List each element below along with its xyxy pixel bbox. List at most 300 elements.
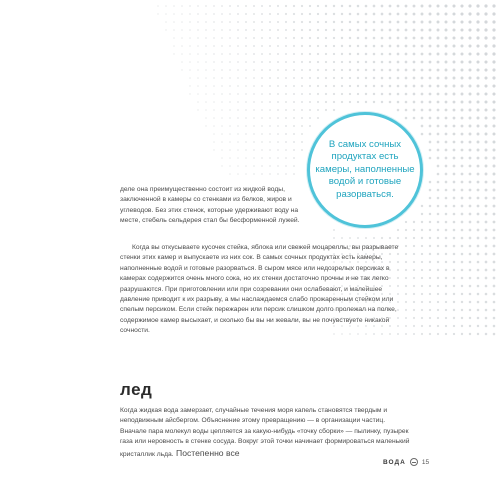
halftone-dot xyxy=(453,173,456,176)
halftone-dot xyxy=(285,93,287,95)
halftone-dot xyxy=(492,76,495,79)
halftone-dot xyxy=(293,45,295,47)
halftone-dot xyxy=(173,45,175,47)
halftone-dot xyxy=(405,37,408,40)
halftone-dot xyxy=(485,173,488,176)
halftone-dot xyxy=(405,237,407,239)
halftone-dot xyxy=(445,93,448,96)
halftone-dot xyxy=(173,13,175,15)
halftone-dot xyxy=(373,21,376,24)
halftone-dot xyxy=(381,29,384,32)
halftone-dot xyxy=(429,29,432,32)
halftone-dot xyxy=(477,133,480,136)
halftone-dot xyxy=(365,13,368,16)
halftone-dot xyxy=(461,141,464,144)
halftone-dot xyxy=(261,61,263,63)
halftone-dot xyxy=(485,205,488,208)
halftone-dot xyxy=(469,317,471,319)
halftone-dot xyxy=(197,29,199,31)
halftone-dot xyxy=(476,12,479,15)
halftone-dot xyxy=(413,325,415,327)
halftone-dot xyxy=(469,237,472,240)
halftone-dot xyxy=(277,13,279,15)
halftone-dot xyxy=(445,309,447,311)
halftone-dot xyxy=(493,221,496,224)
halftone-dot xyxy=(484,76,487,79)
halftone-dot xyxy=(277,85,279,87)
halftone-dot xyxy=(421,221,423,223)
halftone-dot xyxy=(197,37,199,39)
halftone-dot xyxy=(413,101,416,104)
halftone-dot xyxy=(301,29,303,31)
halftone-dot xyxy=(469,181,472,184)
halftone-dot xyxy=(437,325,439,327)
halftone-dot xyxy=(492,36,495,39)
halftone-dot xyxy=(429,253,431,255)
halftone-dot xyxy=(205,5,207,7)
halftone-dot xyxy=(445,21,448,24)
halftone-dot xyxy=(429,213,431,215)
halftone-dot xyxy=(461,181,464,184)
halftone-dot xyxy=(333,229,335,231)
halftone-dot xyxy=(413,261,415,263)
halftone-dot xyxy=(341,93,343,95)
halftone-dot xyxy=(421,269,423,271)
halftone-dot xyxy=(237,165,239,167)
halftone-dot xyxy=(421,125,424,128)
halftone-dot xyxy=(445,221,448,224)
halftone-dot xyxy=(229,173,231,175)
halftone-dot xyxy=(381,37,384,40)
halftone-dot xyxy=(325,93,327,95)
halftone-dot xyxy=(189,85,190,86)
halftone-dot xyxy=(197,5,199,7)
halftone-dot xyxy=(349,101,351,103)
halftone-dot xyxy=(277,37,279,39)
halftone-dot xyxy=(469,77,472,80)
halftone-dot xyxy=(261,165,263,167)
halftone-dot xyxy=(373,85,375,87)
halftone-dot xyxy=(357,61,359,63)
halftone-dot xyxy=(221,141,223,143)
halftone-dot xyxy=(365,69,367,71)
halftone-dot xyxy=(173,37,175,39)
halftone-dot xyxy=(221,29,223,31)
halftone-dot xyxy=(477,245,480,248)
halftone-dot xyxy=(437,189,440,192)
halftone-dot xyxy=(237,21,239,23)
halftone-dot xyxy=(333,93,335,95)
halftone-dot xyxy=(461,157,464,160)
halftone-dot xyxy=(397,61,400,64)
halftone-dot xyxy=(357,101,359,103)
halftone-dot xyxy=(437,229,439,231)
halftone-dot xyxy=(205,125,206,126)
halftone-dot xyxy=(205,109,207,111)
halftone-dot xyxy=(413,333,415,335)
halftone-dot xyxy=(189,37,191,39)
halftone-dot xyxy=(293,21,295,23)
halftone-dot xyxy=(453,133,456,136)
halftone-dot xyxy=(285,149,287,151)
halftone-dot xyxy=(445,301,447,303)
halftone-dot xyxy=(309,5,311,7)
halftone-dot xyxy=(452,28,455,31)
halftone-dot xyxy=(485,133,488,136)
halftone-dot xyxy=(460,20,463,23)
halftone-dot xyxy=(437,317,439,319)
halftone-dot xyxy=(213,149,214,150)
halftone-dot xyxy=(333,29,335,31)
halftone-dot xyxy=(205,69,207,71)
halftone-dot xyxy=(229,109,231,111)
halftone-dot xyxy=(461,221,464,224)
halftone-dot xyxy=(285,157,287,159)
halftone-dot xyxy=(269,37,271,39)
halftone-dot xyxy=(405,221,407,223)
halftone-dot xyxy=(285,101,287,103)
halftone-dot xyxy=(453,85,456,88)
halftone-dot xyxy=(405,117,408,120)
halftone-dot xyxy=(445,253,447,255)
halftone-dot xyxy=(285,109,287,111)
halftone-dot xyxy=(421,109,424,112)
halftone-dot xyxy=(189,69,191,71)
halftone-dot xyxy=(413,53,416,56)
halftone-dot xyxy=(253,133,255,135)
halftone-dot xyxy=(453,197,456,200)
halftone-dot xyxy=(461,61,464,64)
halftone-dot xyxy=(484,68,487,71)
halftone-dot xyxy=(405,5,408,8)
halftone-dot xyxy=(253,37,255,39)
halftone-dot xyxy=(468,4,471,7)
halftone-dot xyxy=(477,189,480,192)
halftone-dot xyxy=(349,77,351,79)
halftone-dot xyxy=(405,93,408,96)
halftone-dot xyxy=(373,61,376,64)
halftone-dot xyxy=(493,301,496,304)
halftone-dot xyxy=(461,285,463,287)
halftone-dot xyxy=(453,37,456,40)
halftone-dot xyxy=(333,109,335,111)
halftone-dot xyxy=(237,149,239,151)
halftone-dot xyxy=(477,269,480,272)
halftone-dot xyxy=(461,77,464,80)
halftone-dot xyxy=(469,325,471,327)
halftone-dot xyxy=(493,173,496,176)
halftone-dot xyxy=(237,93,239,95)
halftone-dot xyxy=(341,5,343,7)
halftone-dot xyxy=(349,85,351,87)
halftone-dot xyxy=(325,5,327,7)
halftone-dot xyxy=(317,53,319,55)
halftone-dot xyxy=(445,157,448,160)
halftone-dot xyxy=(245,93,247,95)
halftone-dot xyxy=(477,285,480,288)
halftone-dot xyxy=(357,77,359,79)
halftone-dot xyxy=(389,53,392,56)
halftone-dot xyxy=(437,117,440,120)
halftone-dot xyxy=(469,109,472,112)
halftone-dot xyxy=(389,101,392,104)
halftone-dot xyxy=(381,5,384,8)
halftone-dot xyxy=(173,29,175,31)
halftone-dot xyxy=(189,21,191,23)
halftone-dot xyxy=(205,85,207,87)
halftone-dot xyxy=(445,213,448,216)
halftone-dot xyxy=(397,77,400,80)
halftone-dot xyxy=(277,101,279,103)
halftone-dot xyxy=(237,117,239,119)
halftone-dot xyxy=(413,229,415,231)
halftone-dot xyxy=(301,21,303,23)
halftone-dot xyxy=(413,45,416,48)
halftone-dot xyxy=(381,53,384,56)
halftone-dot xyxy=(476,44,479,47)
halftone-dot xyxy=(333,13,335,15)
halftone-dot xyxy=(293,5,295,7)
halftone-dot xyxy=(493,261,496,264)
halftone-dot xyxy=(277,45,279,47)
halftone-dot xyxy=(229,85,231,87)
halftone-dot xyxy=(476,68,479,71)
halftone-dot xyxy=(229,45,231,47)
halftone-dot xyxy=(461,173,464,176)
halftone-dot xyxy=(221,117,223,119)
halftone-dot xyxy=(269,85,271,87)
halftone-dot xyxy=(493,269,496,272)
halftone-dot xyxy=(405,229,407,231)
halftone-dot xyxy=(477,181,480,184)
halftone-dot xyxy=(453,101,456,104)
halftone-dot xyxy=(229,5,231,7)
halftone-dot xyxy=(445,109,448,112)
halftone-dot xyxy=(253,29,255,31)
halftone-dot xyxy=(468,68,471,71)
halftone-dot xyxy=(493,133,496,136)
halftone-dot xyxy=(445,101,448,104)
halftone-dot xyxy=(373,101,375,103)
halftone-dot xyxy=(413,221,415,223)
halftone-dot xyxy=(309,37,311,39)
halftone-dot xyxy=(389,237,391,239)
halftone-dot xyxy=(229,29,231,31)
halftone-dot xyxy=(309,109,311,111)
halftone-dot xyxy=(469,133,472,136)
halftone-dot xyxy=(493,245,496,248)
halftone-dot xyxy=(445,277,447,279)
halftone-dot xyxy=(476,84,479,87)
halftone-dot xyxy=(325,101,327,103)
halftone-dot xyxy=(397,85,400,88)
halftone-dot xyxy=(453,301,455,303)
halftone-dot xyxy=(301,125,303,127)
halftone-dot xyxy=(317,45,319,47)
halftone-dot xyxy=(469,117,472,120)
halftone-dot xyxy=(269,93,271,95)
halftone-dot xyxy=(477,213,480,216)
halftone-dot xyxy=(469,189,472,192)
halftone-dot xyxy=(429,13,432,16)
halftone-dot xyxy=(333,61,335,63)
halftone-dot xyxy=(253,101,255,103)
halftone-dot xyxy=(477,93,480,96)
halftone-dot xyxy=(253,165,255,167)
halftone-dot xyxy=(421,133,424,136)
halftone-dot xyxy=(253,157,255,159)
halftone-dot xyxy=(357,53,359,55)
halftone-dot xyxy=(357,69,359,71)
halftone-dot xyxy=(189,45,191,47)
halftone-dot xyxy=(221,53,223,55)
halftone-dot xyxy=(468,36,471,39)
halftone-dot xyxy=(285,85,287,87)
pull-quote-text: В самых сочных продуктах есть камеры, наполненные водой и готовые разорваться. xyxy=(315,138,415,200)
halftone-dot xyxy=(429,301,431,303)
halftone-dot xyxy=(261,37,263,39)
paragraph-2-text: Когда вы откусываете кусочек стейка, яблока или свежей моцареллы, вы разрываете стенки этих камер и выпускаете из них сок. В самых сочных продуктах есть камеры, наполненные водой и готовые разорваться. В сыром мясе или недозрелых персиках в камерах содержится очень много сока, но их стенки достаточно прочны и не так легко разрушаются. При приготовлении или при созревании они ослабевают, и малейшее давление приводит к их разрыву, а мы наслаждаемся слабо прожаренным стейком или спелым персиком. Если стейк пережарен или персик слишком долго пролежал на полке, содержимое камер высыхает, и сколько бы вы ни жевали, вы не почувствуете никакой сочности. xyxy=(120,244,399,335)
halftone-dot xyxy=(484,44,487,47)
halftone-dot xyxy=(293,53,295,55)
halftone-dot xyxy=(469,309,471,311)
halftone-dot xyxy=(484,20,487,23)
halftone-dot xyxy=(229,69,231,71)
halftone-dot xyxy=(221,109,223,111)
halftone-dot xyxy=(389,85,392,88)
halftone-dot xyxy=(421,21,424,24)
halftone-dot xyxy=(492,4,495,7)
halftone-dot xyxy=(405,61,408,64)
halftone-dot xyxy=(445,333,447,335)
halftone-dot xyxy=(245,109,247,111)
halftone-dot xyxy=(197,101,199,103)
halftone-dot xyxy=(461,125,464,128)
halftone-dot xyxy=(221,93,223,95)
halftone-dot xyxy=(269,5,271,7)
halftone-dot xyxy=(173,53,174,54)
halftone-dot xyxy=(293,109,295,111)
halftone-dot xyxy=(452,4,455,7)
halftone-dot xyxy=(277,5,279,7)
halftone-dot xyxy=(437,85,440,88)
halftone-dot xyxy=(461,197,464,200)
halftone-dot xyxy=(493,197,496,200)
halftone-dot xyxy=(485,229,488,232)
halftone-dot xyxy=(381,101,383,103)
halftone-dot xyxy=(437,61,440,64)
halftone-dot xyxy=(349,13,352,16)
halftone-dot xyxy=(477,197,480,200)
halftone-dot xyxy=(421,69,424,72)
halftone-dot xyxy=(381,45,384,48)
halftone-dot xyxy=(469,141,472,144)
halftone-dot xyxy=(492,20,495,23)
halftone-dot xyxy=(237,29,239,31)
halftone-dot xyxy=(485,141,488,144)
halftone-dot xyxy=(309,93,311,95)
halftone-dot xyxy=(453,53,456,56)
halftone-dot xyxy=(484,28,487,31)
halftone-dot xyxy=(397,5,400,8)
halftone-dot xyxy=(421,309,423,311)
halftone-dot xyxy=(293,37,295,39)
halftone-dot xyxy=(333,37,335,39)
halftone-dot xyxy=(229,77,231,79)
halftone-dot xyxy=(445,69,448,72)
halftone-dot xyxy=(453,141,456,144)
halftone-dot xyxy=(205,21,207,23)
halftone-dot xyxy=(413,85,416,88)
halftone-dot xyxy=(365,29,368,32)
halftone-dot xyxy=(205,13,207,15)
halftone-dot xyxy=(325,21,327,23)
halftone-dot xyxy=(341,53,343,55)
halftone-dot xyxy=(421,77,424,80)
halftone-dot xyxy=(492,100,495,103)
halftone-dot xyxy=(437,165,440,168)
halftone-dot xyxy=(461,325,463,327)
halftone-dot xyxy=(476,36,479,39)
halftone-dot xyxy=(484,92,487,95)
halftone-dot xyxy=(333,237,335,239)
halftone-dot xyxy=(181,5,183,7)
halftone-dot xyxy=(453,69,456,72)
halftone-dot xyxy=(421,333,423,335)
halftone-dot xyxy=(285,77,287,79)
halftone-dot xyxy=(285,37,287,39)
halftone-dot xyxy=(213,61,215,63)
halftone-dot xyxy=(229,117,231,119)
halftone-dot xyxy=(469,333,471,335)
halftone-dot xyxy=(301,133,303,135)
halftone-dot xyxy=(301,45,303,47)
halftone-dot xyxy=(277,29,279,31)
halftone-dot xyxy=(421,61,424,64)
halftone-dot xyxy=(477,117,480,120)
halftone-dot xyxy=(325,37,327,39)
halftone-dot xyxy=(277,117,279,119)
halftone-dot xyxy=(461,229,464,232)
halftone-dot xyxy=(429,189,432,192)
halftone-dot xyxy=(253,117,255,119)
halftone-dot xyxy=(237,69,239,71)
halftone-dot xyxy=(461,133,464,136)
halftone-dot xyxy=(285,53,287,55)
halftone-dot xyxy=(365,5,368,8)
halftone-dot xyxy=(437,53,440,56)
halftone-dot xyxy=(437,253,439,255)
halftone-dot xyxy=(445,181,448,184)
halftone-dot xyxy=(397,69,400,72)
halftone-dot xyxy=(460,4,463,7)
halftone-dot xyxy=(245,149,247,151)
halftone-dot xyxy=(469,149,472,152)
halftone-dot xyxy=(277,141,279,143)
halftone-dot xyxy=(453,189,456,192)
halftone-dot xyxy=(429,61,432,64)
halftone-dot xyxy=(277,93,279,95)
halftone-dot xyxy=(453,181,456,184)
halftone-dot xyxy=(381,13,384,16)
halftone-dot xyxy=(373,69,376,72)
halftone-dot xyxy=(421,93,424,96)
halftone-dot xyxy=(285,13,287,15)
halftone-dot xyxy=(245,37,247,39)
halftone-dot xyxy=(493,149,496,152)
halftone-dot xyxy=(277,165,279,167)
halftone-dot xyxy=(269,101,271,103)
